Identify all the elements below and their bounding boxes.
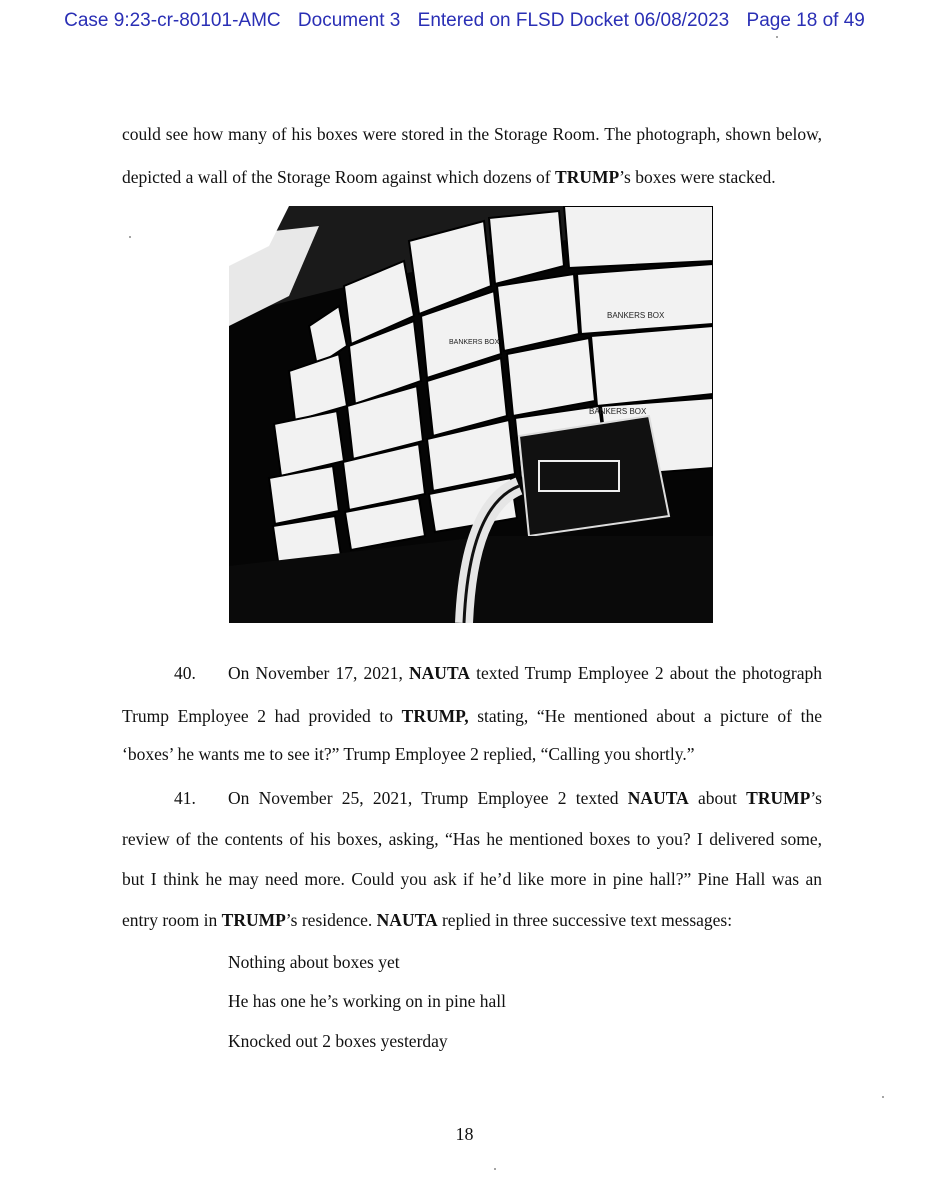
para-41-line-1 [122, 788, 822, 809]
text-run: replied in three successive text messages: [437, 910, 733, 930]
intro-line-1: could see how many of his boxes were stored in the Storage Room. The photograph, shown below, [122, 124, 822, 144]
bold-name: NAUTA [409, 663, 470, 683]
text-run: entry room in [122, 910, 222, 930]
box-label: BANKERS BOX [449, 339, 500, 346]
text-run: texted Trump Employee 2 about the photograph [469, 663, 822, 683]
text-message-1: Nothing about boxes yet [228, 952, 400, 972]
bold-name: TRUMP, [401, 706, 469, 726]
scan-speck [129, 236, 131, 238]
text-run: ’s boxes were stacked. [619, 167, 776, 187]
text-run: about [688, 788, 747, 808]
intro-line-2 [122, 167, 822, 188]
para-41-line-3: but I think he may need more. Could you ask if he’d like more in pine hall?” Pine Hall was an [122, 869, 822, 889]
text-run: ’s [810, 788, 822, 808]
text-run: Trump Employee 2 had provided to [122, 706, 402, 726]
scan-speck [494, 1168, 496, 1170]
text-run: stating, “He mentioned about a picture of the [468, 706, 822, 726]
bold-name: TRUMP [221, 910, 286, 930]
para-number: 41. [174, 788, 196, 808]
docket-entry: Entered on FLSD Docket 06/08/2023 [417, 10, 730, 31]
page-count: Page 18 of 49 [746, 10, 865, 31]
boxes-image [229, 206, 713, 623]
page-number: 18 [455, 1124, 474, 1144]
bold-name: NAUTA [627, 788, 689, 808]
text-run: On November 17, 2021, [228, 663, 410, 683]
para-41-line-4 [122, 910, 822, 931]
document-number: Document 3 [297, 10, 401, 31]
para-41-line-2: review of the contents of his boxes, asking, “Has he mentioned boxes to you? I delivered some, [122, 829, 822, 849]
text-run: On November 25, 2021, Trump Employee 2 texted [228, 788, 628, 808]
para-40-line-1 [122, 663, 822, 684]
scan-speck [882, 1096, 884, 1098]
bold-name: TRUMP [746, 788, 811, 808]
text-run: depicted a wall of the Storage Room against which dozens of [122, 167, 556, 187]
docket-header [0, 10, 929, 32]
storage-room-photograph [229, 206, 713, 623]
bold-name: TRUMP [555, 167, 620, 187]
text-message-3: Knocked out 2 boxes yesterday [228, 1031, 448, 1051]
para-40-line-3: ‘boxes’ he wants me to see it?” Trump Employee 2 replied, “Calling you shortly.” [122, 744, 695, 764]
scan-speck [776, 36, 778, 38]
para-40-line-2 [122, 706, 822, 727]
box-label: BANKERS BOX [607, 311, 665, 320]
text-message-2: He has one he’s working on in pine hall [228, 991, 507, 1011]
text-run: ’s residence. [285, 910, 377, 930]
bold-name: NAUTA [376, 910, 438, 930]
para-number: 40. [174, 663, 196, 683]
case-number: Case 9:23-cr-80101-AMC [64, 10, 281, 31]
box-label: BANKERS BOX [589, 407, 647, 416]
